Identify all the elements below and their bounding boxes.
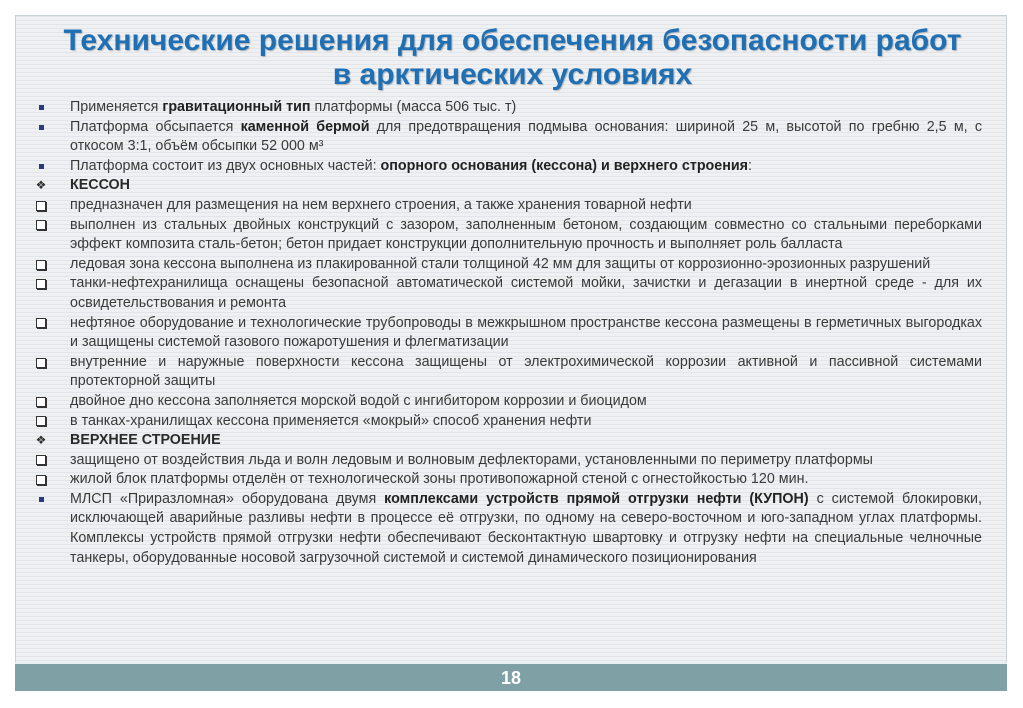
checkbox-bullet-icon xyxy=(34,451,48,471)
checkbox-bullet-icon xyxy=(34,255,48,275)
checkbox-item: предназначен для размещения на нем верхнего строения, а также хранения товарной нефти xyxy=(34,196,982,216)
checkbox-bullet-icon xyxy=(34,412,48,432)
four-diamond-bullet-icon: ❖ xyxy=(35,178,47,193)
checkbox-item: жилой блок платформы отделён от технологической зоны противопожарной стеной с огнестойкостью 120 мин. xyxy=(34,470,982,490)
checkbox-item: двойное дно кессона заполняется морской водой с ингибитором коррозии и биоцидом xyxy=(34,392,982,412)
checkbox-item: нефтяное оборудование и технологические трубопроводы в межкрышном пространстве кессона размещены в герметичных выгородках и защищены системой газового пожаротушения и флегматизации xyxy=(34,314,982,353)
title-line-2: в арктических условиях xyxy=(332,58,693,91)
slide-content xyxy=(34,98,982,568)
checkbox-bullet-icon xyxy=(34,392,48,412)
slide-footer-bar xyxy=(15,662,1007,691)
checkbox-item: в танках-хранилищах кессона применяется «мокрый» способ хранения нефти xyxy=(34,412,982,432)
section-heading-caisson: ❖ КЕССОН xyxy=(34,176,982,196)
bullet-item: Платформа состоит из двух основных частей: опорного основания (кессона) и верхнего строения: xyxy=(34,157,982,177)
checkbox-item: танки-нефтехранилища оснащены безопасной автоматической системой мойки, зачистки и дегазации в инертной среде - для их освидетельствования и ремонта xyxy=(34,274,982,313)
checkbox-item: защищено от воздействия льда и волн ледовым и волновым дефлекторами, установленными по периметру платформы xyxy=(34,451,982,471)
square-bullet-icon xyxy=(34,98,48,118)
checkbox-bullet-icon xyxy=(34,274,48,294)
slide-title xyxy=(20,24,1005,92)
checkbox-item: ледовая зона кессона выполнена из плакированной стали толщиной 42 мм для защиты от коррозионно-эрозионных разрушений xyxy=(34,255,982,275)
checkbox-bullet-icon xyxy=(34,353,48,373)
bullet-item: Платформа обсыпается каменной бермой для предотвращения подмыва основания: шириной 25 м, высотой по гребню 2,5 м, с откосом 3:1, объём обсыпки 52 000 м³ xyxy=(34,118,982,157)
page-number: 18 xyxy=(500,668,522,688)
bullet-item: МЛСП «Приразломная» оборудована двумя комплексами устройств прямой отгрузки нефти (КУПОН) с системой блокировки, исключающей аварийные разливы нефти в процессе её отгрузки, по одному на северо-восточном и юго-западном углах платформы. Комплексы устройств прямой отгрузки нефти обеспечивают бесконтактную швартовку и отгрузку нефти на специальные челночные танкеры, оборудованные носовой загрузочной системой и системой динамического позиционирования xyxy=(34,490,982,568)
checkbox-bullet-icon xyxy=(34,314,48,334)
four-diamond-bullet-icon: ❖ xyxy=(35,433,47,448)
section-heading-topsides: ❖ ВЕРХНЕЕ СТРОЕНИЕ xyxy=(34,431,982,451)
checkbox-bullet-icon xyxy=(34,216,48,236)
square-bullet-icon xyxy=(34,490,48,510)
square-bullet-icon xyxy=(34,118,48,138)
title-line-1: Технические решения для обеспечения безопасности работ xyxy=(63,24,962,57)
bullet-item: Применяется гравитационный тип платформы (масса 506 тыс. т) xyxy=(34,98,982,118)
checkbox-item: выполнен из стальных двойных конструкций с зазором, заполненным бетоном, создающим совместно со стальными переборками эффект композита сталь-бетон; бетон придает конструкции дополнительную прочность и выполняет роль балласта xyxy=(34,216,982,255)
checkbox-bullet-icon xyxy=(34,470,48,490)
checkbox-item: внутренние и наружные поверхности кессона защищены от электрохимической коррозии активной и пассивной системами протекторной защиты xyxy=(34,353,982,392)
checkbox-bullet-icon xyxy=(34,196,48,216)
square-bullet-icon xyxy=(34,157,48,177)
